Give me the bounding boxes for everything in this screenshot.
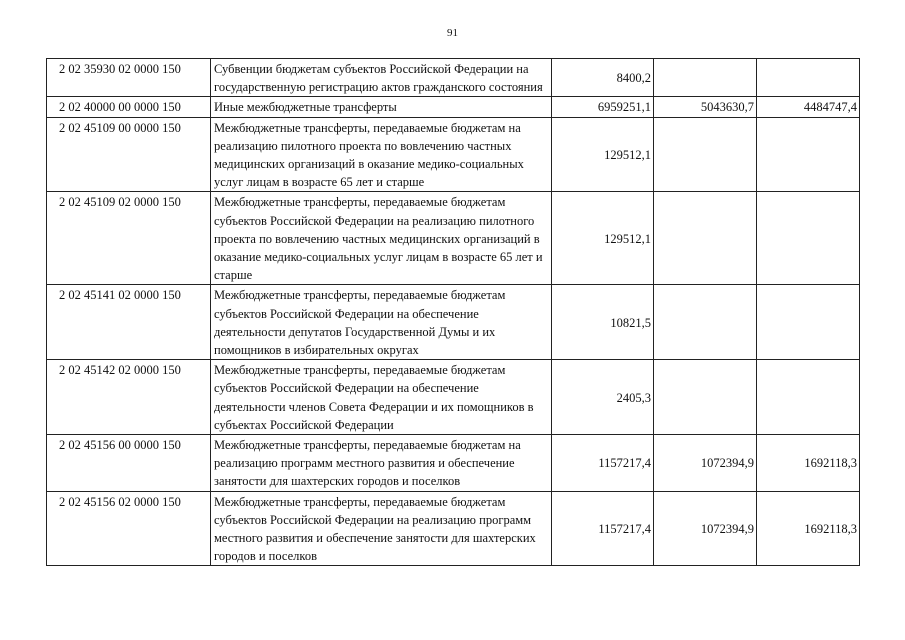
table-row (47, 97, 860, 117)
budget-code-cell: 2 02 45156 00 0000 150 (47, 435, 211, 492)
amount-year-2-cell (654, 192, 757, 285)
budget-code-cell: 2 02 45156 02 0000 150 (47, 491, 211, 566)
revenue-name-cell: Межбюджетные трансферты, передаваемые бюджетам субъектов Российской Федерации на реализацию пилотного проекта по вовлечению частных медицинских организаций в оказание медико-социальных услуг лицам в возрасте 65 лет и старше (211, 192, 552, 285)
amount-year-1-cell: 10821,5 (552, 285, 654, 360)
revenue-name-cell: Межбюджетные трансферты, передаваемые бюджетам на реализацию программ местного развития и обеспечение занятости для шахтерских городов и поселков (211, 435, 552, 492)
amount-year-1-cell: 129512,1 (552, 192, 654, 285)
budget-code-cell: 2 02 45141 02 0000 150 (47, 285, 211, 360)
amount-year-2-cell: 5043630,7 (654, 97, 757, 117)
page-number: 91 (447, 27, 458, 39)
budget-code-cell: 2 02 45109 02 0000 150 (47, 192, 211, 285)
revenue-name-cell: Межбюджетные трансферты, передаваемые бюджетам субъектов Российской Федерации на обеспечение деятельности членов Совета Федерации и их помощников в субъектах Российской Федерации (211, 360, 552, 435)
revenue-name-cell: Межбюджетные трансферты, передаваемые бюджетам субъектов Российской Федерации на обеспечение деятельности депутатов Государственной Думы и их помощников в избирательных округах (211, 285, 552, 360)
amount-year-3-cell (757, 117, 860, 192)
amount-year-2-cell: 1072394,9 (654, 435, 757, 492)
amount-year-2-cell (654, 117, 757, 192)
budget-code-cell: 2 02 35930 02 0000 150 (47, 59, 211, 97)
amount-year-3-cell: 1692118,3 (757, 435, 860, 492)
amount-year-2-cell (654, 285, 757, 360)
budget-code-cell: 2 02 45109 00 0000 150 (47, 117, 211, 192)
revenue-name-cell: Иные межбюджетные трансферты (211, 97, 552, 117)
amount-year-1-cell: 1157217,4 (552, 491, 654, 566)
amount-year-3-cell (757, 192, 860, 285)
amount-year-1-cell: 1157217,4 (552, 435, 654, 492)
amount-year-2-cell: 1072394,9 (654, 491, 757, 566)
table-row (47, 491, 860, 566)
table-row (47, 285, 860, 360)
budget-code-cell: 2 02 40000 00 0000 150 (47, 97, 211, 117)
table-row (47, 59, 860, 97)
budget-revenue-table (46, 58, 860, 566)
amount-year-1-cell: 2405,3 (552, 360, 654, 435)
table-row (47, 192, 860, 285)
amount-year-3-cell (757, 285, 860, 360)
amount-year-1-cell: 129512,1 (552, 117, 654, 192)
revenue-name-cell: Субвенции бюджетам субъектов Российской Федерации на государственную регистрацию актов гражданского состояния (211, 59, 552, 97)
table-row (47, 360, 860, 435)
amount-year-3-cell (757, 360, 860, 435)
revenue-name-cell: Межбюджетные трансферты, передаваемые бюджетам субъектов Российской Федерации на реализацию программ местного развития и обеспечение занятости для шахтерских городов и поселков (211, 491, 552, 566)
amount-year-2-cell (654, 360, 757, 435)
table-row (47, 117, 860, 192)
amount-year-2-cell (654, 59, 757, 97)
amount-year-1-cell: 6959251,1 (552, 97, 654, 117)
amount-year-3-cell: 4484747,4 (757, 97, 860, 117)
amount-year-3-cell: 1692118,3 (757, 491, 860, 566)
table-row (47, 435, 860, 492)
budget-code-cell: 2 02 45142 02 0000 150 (47, 360, 211, 435)
amount-year-3-cell (757, 59, 860, 97)
amount-year-1-cell: 8400,2 (552, 59, 654, 97)
revenue-name-cell: Межбюджетные трансферты, передаваемые бюджетам на реализацию пилотного проекта по вовлечению частных медицинских организаций в оказание медико-социальных услуг лицам в возрасте 65 лет и старше (211, 117, 552, 192)
